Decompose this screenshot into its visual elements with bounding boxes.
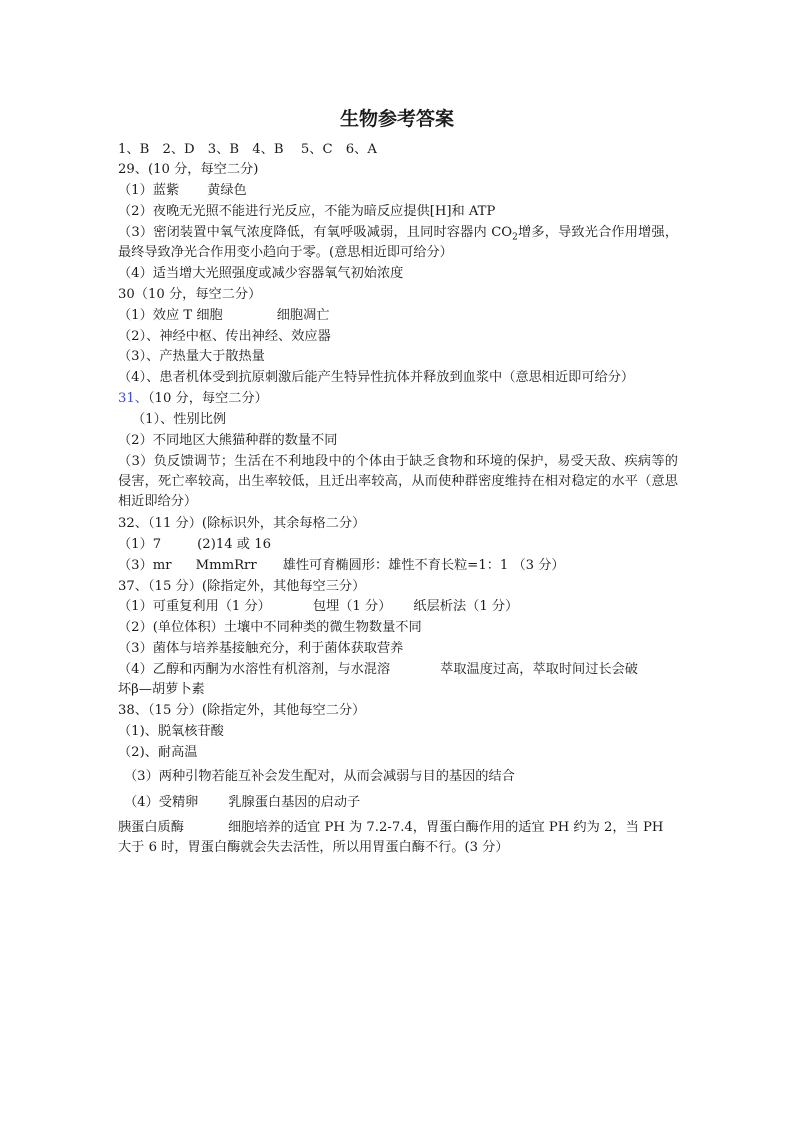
q37-part4-answer-a: （4）乙醇和丙酮为水溶性有机溶剂，与水混溶	[118, 662, 391, 677]
q37-part4-answer-b: 萃取温度过高，萃取时间过长会破	[440, 662, 638, 677]
co2-subscript: 2	[512, 232, 518, 243]
q32-part3-answer-a: （3）mr	[118, 558, 172, 573]
q29-part3	[118, 223, 678, 263]
q30-part3: （3）、产热量大于散热量	[118, 349, 265, 364]
q37-part4-cont: 坏β—胡萝卜素	[118, 682, 205, 697]
q37-part1-answer-b: 包埋（1 分）	[312, 599, 392, 614]
q29-heading: 29、(10 分，每空二分)	[118, 162, 259, 177]
q29-part2: （2）夜晚无光照不能进行光反应，不能为暗反应提供[H]和 ATP	[118, 204, 496, 219]
q37-part1	[118, 597, 678, 617]
q30-part1	[118, 306, 678, 326]
page-title: 生物参考答案	[339, 108, 454, 130]
q32-heading: 32、（11 分）(除标识外，其余每格二分）	[118, 516, 366, 531]
q37-part1-answer-a: （1）可重复利用（1 分）	[118, 599, 271, 614]
q38-part4-answer-a: （4）受精卵	[124, 795, 199, 810]
q30-heading: 30（10 分，每空二分）	[118, 287, 262, 302]
q37-part3: （3）菌体与培养基接触充分，利于菌体获取营养	[118, 641, 404, 656]
q31-number: 31、	[118, 391, 148, 406]
q30-part2: （2）、神经中枢、传出神经、效应器	[118, 329, 331, 344]
q32-part2-answer: (2)14 或 16	[197, 537, 271, 552]
q32-part1	[118, 535, 678, 555]
q29-part3-post: 增多，导致光合作用增强，最终导致净光合作用变小趋向于零。(意思相近即可给分）	[118, 225, 679, 260]
q29-part3-pre: （3）密闭装置中氧气浓度降低，有氧呼吸减弱，且同时容器内 CO	[118, 225, 513, 240]
q38-part4	[124, 793, 684, 813]
q37-part2: （2）(单位体积）土壤中不同种类的微生物数量不同	[118, 620, 422, 635]
q31-part1: （1）、性别比例	[132, 412, 227, 427]
q38-part2: （2)、耐高温	[118, 745, 198, 760]
q30-part4: （4）、患者机体受到抗原刺激后能产生特异性抗体并释放到血浆中（意思相近即可给分）	[118, 370, 635, 385]
q29-part1-answer-b: 黄绿色	[207, 183, 247, 198]
q38-heading: 38、（15 分）(除指定外，其他每空二分）	[118, 703, 366, 718]
q30-part1-answer-b: 细胞凋亡	[276, 308, 330, 323]
q31-heading-rest: （10 分，每空二分）	[147, 391, 268, 406]
q37-part1-answer-c: 纸层析法（1 分）	[413, 599, 519, 614]
q38-part1: （1)、脱氧核苷酸	[118, 724, 224, 739]
q32-part1-answer: （1）7	[118, 537, 162, 552]
q38-part3: （3）两种引物若能互补会发生配对，从而会减弱与目的基因的结合	[124, 769, 515, 784]
q37-part4	[118, 660, 678, 680]
q31-part2: （2）不同地区大熊猫种群的数量不同	[118, 433, 338, 448]
q29-part1	[118, 181, 678, 201]
q31-part3: （3）负反馈调节；生活在不利地段中的个体由于缺乏食物和环境的保护，易受天敌、疾病等的侵害，死亡率较高，出生率较低，且迁出率较高，从而使种群密度维持在相对稳定的水平（意思相近即给分）	[118, 454, 678, 509]
q38-part5-answer-a: 胰蛋白质酶	[118, 820, 184, 835]
q32-part3-answer-b: MmmRrr	[195, 558, 257, 573]
q29-part1-answer-a: （1）蓝紫	[118, 183, 180, 198]
q31-heading	[118, 389, 678, 409]
q38-part4-answer-b: 乳腺蛋白基因的启动子	[228, 795, 361, 810]
q30-part1-answer-a: （1）效应 T 细胞	[118, 308, 223, 323]
q29-part4: （4）适当增大光照强度或减少容器氧气初始浓度	[118, 266, 404, 281]
q32-part3	[118, 556, 678, 576]
q38-part5-cont: 大于 6 时，胃蛋白酶就会失去活性，所以用胃蛋白酶不行。(3 分）	[118, 840, 509, 855]
multiple-choice-answers: 1、B 2、D 3、B 4、B 5、C 6、A	[118, 142, 377, 157]
q32-part3-answer-c: 雄性可育椭圆形：雄性不育长粒=1：1 （3 分）	[282, 558, 565, 573]
q38-part5-answer-b: 细胞培养的适宜 PH 为 7.2-7.4，胃蛋白酶作用的适宜 PH 约为 2，当 PH	[227, 820, 664, 835]
q37-heading: 37、（15 分）(除指定外，其他每空三分）	[118, 579, 366, 594]
q38-part5	[118, 818, 678, 838]
